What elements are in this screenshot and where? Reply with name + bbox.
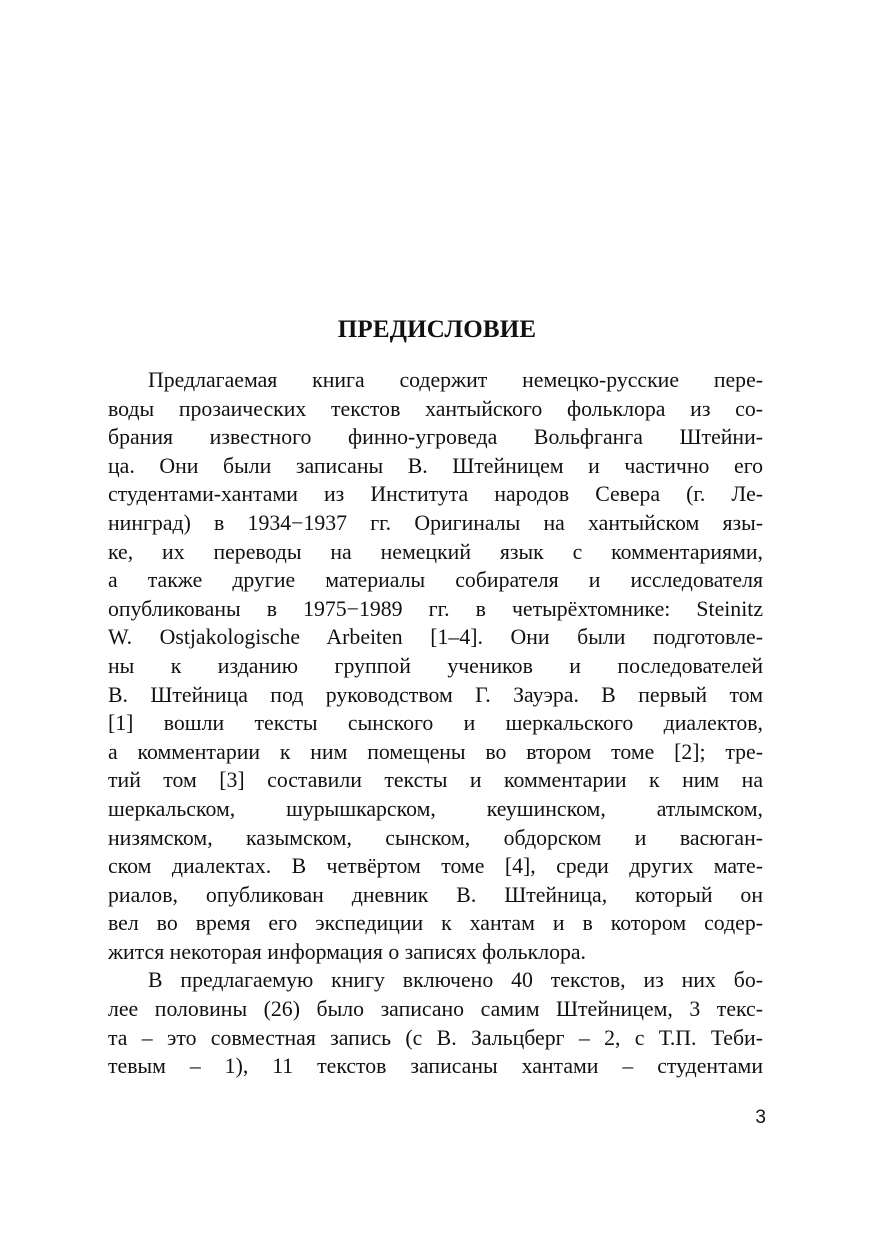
text-line: Предлагаемая книга содержит немецко-русские пере- bbox=[148, 368, 763, 392]
text-line: тевым – 1), 11 текстов записаны хантами – студентами bbox=[108, 1054, 763, 1079]
text-line: [1] вошли тексты сынского и шеркальского диалектов, bbox=[108, 711, 763, 736]
text-line: шеркальском, шурышкарском, кеушинском, атлымском, bbox=[108, 796, 763, 821]
page-title: ПРЕДИСЛОВИЕ bbox=[337, 316, 537, 343]
text-line: вел во время его экспедиции к хантам и в котором содер- bbox=[108, 911, 763, 936]
text-line: ца. Они были записаны В. Штейницем и частично его bbox=[108, 453, 763, 478]
text-line: а комментарии к ним помещены во втором томе [2]; тре- bbox=[108, 739, 763, 764]
text-line: воды прозаических текстов хантыйского фольклора из со- bbox=[108, 396, 763, 421]
text-line: низямском, казымском, сынском, обдорском и васюган- bbox=[108, 825, 763, 850]
text-line: ке, их переводы на немецкий язык с комментариями, bbox=[108, 539, 763, 564]
text-line: а также другие материалы собирателя и исследователя bbox=[108, 568, 763, 593]
text-line: лее половины (26) было записано самим Штейницем, 3 текс- bbox=[108, 997, 763, 1022]
text-line: риалов, опубликован дневник В. Штейница, который он bbox=[108, 882, 763, 907]
text-line: нинград) в 1934−1937 гг. Оригиналы на хантыйском язы- bbox=[108, 510, 763, 535]
paragraph-2 bbox=[108, 966, 763, 1080]
text-line: та – это совместная запись (с В. Зальцберг – 2, с Т.П. Теби- bbox=[108, 1025, 763, 1050]
paragraph-1 bbox=[108, 366, 763, 966]
text-line: тий том [3] составили тексты и комментарии к ним на bbox=[108, 768, 763, 793]
text-line: В предлагаемую книгу включено 40 текстов, из них бо- bbox=[148, 968, 763, 993]
text-line: W. Ostjakologische Arbeiten [1–4]. Они были подготовле- bbox=[108, 625, 763, 650]
page-number: 3 bbox=[755, 1107, 766, 1128]
text-line: опубликованы в 1975−1989 гг. в четырёхтомнике: Steinitz bbox=[108, 596, 763, 621]
text-line: ны к изданию группой учеников и последователей bbox=[108, 653, 763, 678]
text-line: жится некоторая информация о записях фольклора. bbox=[108, 939, 586, 964]
text-line: студентами-хантами из Института народов Севера (г. Ле- bbox=[108, 482, 763, 507]
text-line: В. Штейница под руководством Г. Зауэра. В первый том bbox=[108, 682, 763, 707]
text-line: брания известного финно-угроведа Вольфганга Штейни- bbox=[108, 425, 763, 450]
body-text bbox=[108, 366, 763, 1081]
text-line: ском диалектах. В четвёртом томе [4], среди других мате- bbox=[108, 854, 763, 879]
